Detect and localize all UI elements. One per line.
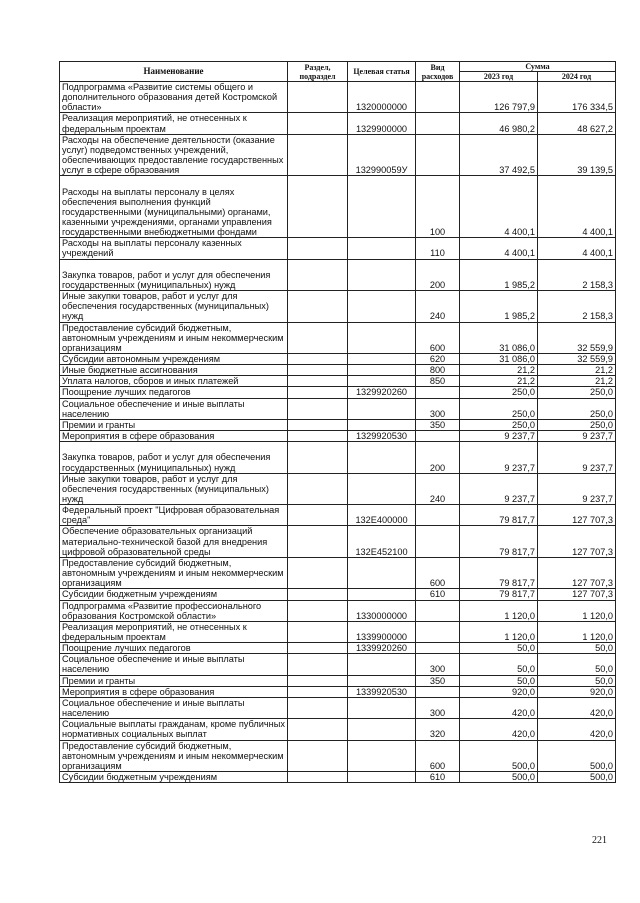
row-type: 350 — [416, 675, 460, 686]
row-sum-2024: 21,2 — [538, 376, 616, 387]
row-name: Расходы на обеспечение деятельности (оказание услуг) подведомственных учреждений, обеспечивающих предоставление государственных услуг в сфере образования — [60, 134, 288, 176]
row-name: Иные закупки товаров, работ и услуг для обеспечения государственных (муниципальных) нужд — [60, 291, 288, 322]
row-sum-2024: 420,0 — [538, 697, 616, 718]
row-name: Федеральный проект "Цифровая образовательная среда" — [60, 505, 288, 526]
table-row — [60, 686, 616, 697]
row-section — [288, 82, 348, 113]
row-sum-2023: 79 817,7 — [460, 589, 538, 600]
row-type: 240 — [416, 473, 460, 504]
row-target: 1329920530 — [348, 431, 416, 442]
row-target — [348, 473, 416, 504]
row-target — [348, 291, 416, 322]
row-target — [348, 419, 416, 430]
row-target — [348, 719, 416, 740]
row-section — [288, 643, 348, 654]
row-sum-2023: 4 400,1 — [460, 176, 538, 238]
row-name: Закупка товаров, работ и услуг для обеспечения государственных (муниципальных) нужд — [60, 259, 288, 290]
table-row — [60, 365, 616, 376]
table-row — [60, 526, 616, 557]
row-sum-2023: 21,2 — [460, 365, 538, 376]
row-target — [348, 365, 416, 376]
row-section — [288, 113, 348, 134]
row-sum-2024: 50,0 — [538, 675, 616, 686]
table-row — [60, 353, 616, 364]
header-year-2023: 2023 год — [460, 72, 538, 82]
row-section — [288, 675, 348, 686]
table-row — [60, 473, 616, 504]
table-row — [60, 134, 616, 176]
table-row — [60, 419, 616, 430]
row-section — [288, 365, 348, 376]
row-sum-2023: 37 492,5 — [460, 134, 538, 176]
table-row — [60, 589, 616, 600]
row-sum-2024: 420,0 — [538, 719, 616, 740]
row-name: Поощрение лучших педагогов — [60, 387, 288, 398]
row-name: Предоставление субсидий бюджетным, автономным учреждениям и иным некоммерческим организациям — [60, 322, 288, 353]
row-section — [288, 134, 348, 176]
row-section — [288, 431, 348, 442]
budget-table — [59, 61, 616, 783]
row-type — [416, 387, 460, 398]
row-sum-2023: 500,0 — [460, 740, 538, 771]
row-sum-2024: 48 627,2 — [538, 113, 616, 134]
row-target — [348, 740, 416, 771]
row-name: Поощрение лучших педагогов — [60, 643, 288, 654]
row-sum-2023: 21,2 — [460, 376, 538, 387]
row-sum-2024: 9 237,7 — [538, 473, 616, 504]
row-target: 132990059У — [348, 134, 416, 176]
row-type — [416, 505, 460, 526]
row-section — [288, 387, 348, 398]
row-sum-2023: 1 985,2 — [460, 291, 538, 322]
row-name: Иные бюджетные ассигнования — [60, 365, 288, 376]
table-row — [60, 176, 616, 238]
row-type: 200 — [416, 259, 460, 290]
row-name: Подпрограмма «Развитие системы общего и дополнительного образования детей Костромской области» — [60, 82, 288, 113]
row-name: Социальное обеспечение и иные выплаты населению — [60, 697, 288, 718]
row-name: Премии и гранты — [60, 675, 288, 686]
budget-table-sheet — [59, 61, 615, 783]
row-section — [288, 176, 348, 238]
row-section — [288, 772, 348, 783]
table-row — [60, 259, 616, 290]
row-sum-2023: 250,0 — [460, 398, 538, 419]
row-section — [288, 600, 348, 621]
row-type — [416, 526, 460, 557]
row-sum-2024: 1 120,0 — [538, 600, 616, 621]
row-section — [288, 557, 348, 588]
row-name: Мероприятия в сфере образования — [60, 431, 288, 442]
row-type: 610 — [416, 589, 460, 600]
row-section — [288, 654, 348, 675]
row-type — [416, 82, 460, 113]
row-section — [288, 291, 348, 322]
row-sum-2023: 250,0 — [460, 419, 538, 430]
row-target: 1329900000 — [348, 113, 416, 134]
row-sum-2024: 250,0 — [538, 387, 616, 398]
row-sum-2024: 2 158,3 — [538, 259, 616, 290]
row-type: 800 — [416, 365, 460, 376]
row-sum-2024: 500,0 — [538, 740, 616, 771]
row-target: 1339920530 — [348, 686, 416, 697]
row-name: Субсидии автономным учреждениям — [60, 353, 288, 364]
row-target — [348, 654, 416, 675]
row-section — [288, 238, 348, 259]
row-section — [288, 322, 348, 353]
row-sum-2023: 50,0 — [460, 643, 538, 654]
row-type — [416, 134, 460, 176]
row-sum-2024: 32 559,9 — [538, 322, 616, 353]
table-row — [60, 387, 616, 398]
header-name: Наименование — [60, 62, 288, 82]
row-sum-2024: 127 707,3 — [538, 526, 616, 557]
row-section — [288, 740, 348, 771]
row-sum-2024: 500,0 — [538, 772, 616, 783]
row-name: Предоставление субсидий бюджетным, автономным учреждениям и иным некоммерческим организациям — [60, 557, 288, 588]
row-type: 350 — [416, 419, 460, 430]
row-sum-2024: 39 139,5 — [538, 134, 616, 176]
row-sum-2023: 500,0 — [460, 772, 538, 783]
row-section — [288, 589, 348, 600]
row-name: Мероприятия в сфере образования — [60, 686, 288, 697]
table-row — [60, 82, 616, 113]
row-sum-2024: 250,0 — [538, 419, 616, 430]
row-name: Реализация мероприятий, не отнесенных к федеральным проектам — [60, 621, 288, 642]
row-sum-2023: 79 817,7 — [460, 505, 538, 526]
row-name: Социальные выплаты гражданам, кроме публичных нормативных социальных выплат — [60, 719, 288, 740]
row-sum-2023: 9 237,7 — [460, 442, 538, 473]
row-type: 620 — [416, 353, 460, 364]
row-sum-2023: 31 086,0 — [460, 322, 538, 353]
header-year-2024: 2024 год — [538, 72, 616, 82]
row-sum-2023: 9 237,7 — [460, 473, 538, 504]
row-type — [416, 113, 460, 134]
row-name: Субсидии бюджетным учреждениям — [60, 772, 288, 783]
row-section — [288, 473, 348, 504]
row-sum-2024: 32 559,9 — [538, 353, 616, 364]
row-name: Иные закупки товаров, работ и услуг для обеспечения государственных (муниципальных) нужд — [60, 473, 288, 504]
header-sum: Сумма — [460, 62, 616, 72]
row-name: Расходы на выплаты персоналу в целях обеспечения выполнения функций государственными (муниципальными) органами, казенными учреждениями, органами управления государственными внебюджетными фондами — [60, 176, 288, 238]
row-section — [288, 442, 348, 473]
table-row — [60, 643, 616, 654]
table-row — [60, 719, 616, 740]
row-type — [416, 643, 460, 654]
row-target: 1330000000 — [348, 600, 416, 621]
row-section — [288, 686, 348, 697]
row-section — [288, 719, 348, 740]
row-target — [348, 589, 416, 600]
row-sum-2023: 126 797,9 — [460, 82, 538, 113]
row-name: Расходы на выплаты персоналу казенных учреждений — [60, 238, 288, 259]
row-target — [348, 398, 416, 419]
row-section — [288, 697, 348, 718]
header-target: Целевая статья — [348, 62, 416, 82]
row-sum-2023: 920,0 — [460, 686, 538, 697]
table-row — [60, 505, 616, 526]
row-type — [416, 686, 460, 697]
row-sum-2024: 9 237,7 — [538, 431, 616, 442]
row-section — [288, 621, 348, 642]
row-sum-2023: 250,0 — [460, 387, 538, 398]
table-row — [60, 376, 616, 387]
row-type: 600 — [416, 740, 460, 771]
row-sum-2024: 4 400,1 — [538, 238, 616, 259]
row-type: 300 — [416, 398, 460, 419]
row-sum-2024: 9 237,7 — [538, 442, 616, 473]
row-sum-2024: 4 400,1 — [538, 176, 616, 238]
table-row — [60, 291, 616, 322]
row-target — [348, 557, 416, 588]
table-row — [60, 113, 616, 134]
row-sum-2024: 1 120,0 — [538, 621, 616, 642]
row-sum-2024: 176 334,5 — [538, 82, 616, 113]
header-section: Раздел, подраздел — [288, 62, 348, 82]
row-sum-2023: 79 817,7 — [460, 557, 538, 588]
table-row — [60, 442, 616, 473]
row-type — [416, 431, 460, 442]
header-type: Вид расходов — [416, 62, 460, 82]
row-name: Уплата налогов, сборов и иных платежей — [60, 376, 288, 387]
row-type: 320 — [416, 719, 460, 740]
row-type — [416, 600, 460, 621]
row-target — [348, 176, 416, 238]
table-row — [60, 621, 616, 642]
row-target — [348, 675, 416, 686]
row-sum-2023: 46 980,2 — [460, 113, 538, 134]
row-name: Подпрограмма «Развитие профессионального образования Костромской области» — [60, 600, 288, 621]
row-name: Субсидии бюджетным учреждениям — [60, 589, 288, 600]
row-name: Реализация мероприятий, не отнесенных к федеральным проектам — [60, 113, 288, 134]
table-row — [60, 740, 616, 771]
row-type — [416, 621, 460, 642]
row-sum-2023: 1 120,0 — [460, 600, 538, 621]
row-sum-2023: 31 086,0 — [460, 353, 538, 364]
row-target — [348, 772, 416, 783]
row-sum-2023: 50,0 — [460, 654, 538, 675]
row-name: Социальное обеспечение и иные выплаты населению — [60, 398, 288, 419]
row-sum-2023: 4 400,1 — [460, 238, 538, 259]
row-target — [348, 376, 416, 387]
row-sum-2023: 9 237,7 — [460, 431, 538, 442]
row-section — [288, 419, 348, 430]
row-sum-2024: 127 707,3 — [538, 557, 616, 588]
row-sum-2023: 79 817,7 — [460, 526, 538, 557]
row-section — [288, 353, 348, 364]
row-sum-2024: 127 707,3 — [538, 505, 616, 526]
row-type: 850 — [416, 376, 460, 387]
row-target: 132E452100 — [348, 526, 416, 557]
row-target: 132E400000 — [348, 505, 416, 526]
row-type: 100 — [416, 176, 460, 238]
row-section — [288, 376, 348, 387]
row-name: Премии и гранты — [60, 419, 288, 430]
row-sum-2024: 127 707,3 — [538, 589, 616, 600]
row-target: 1329920260 — [348, 387, 416, 398]
table-row — [60, 772, 616, 783]
row-sum-2024: 920,0 — [538, 686, 616, 697]
page-number: 221 — [592, 835, 607, 846]
row-section — [288, 259, 348, 290]
row-name: Закупка товаров, работ и услуг для обеспечения государственных (муниципальных) нужд — [60, 442, 288, 473]
row-type: 300 — [416, 654, 460, 675]
row-target: 1320000000 — [348, 82, 416, 113]
row-name: Предоставление субсидий бюджетным, автономным учреждениям и иным некоммерческим организациям — [60, 740, 288, 771]
row-section — [288, 526, 348, 557]
row-sum-2024: 21,2 — [538, 365, 616, 376]
row-sum-2024: 250,0 — [538, 398, 616, 419]
table-row — [60, 322, 616, 353]
row-target — [348, 322, 416, 353]
row-sum-2023: 1 120,0 — [460, 621, 538, 642]
table-row — [60, 697, 616, 718]
table-body — [60, 82, 616, 783]
row-target — [348, 259, 416, 290]
row-name: Социальное обеспечение и иные выплаты населению — [60, 654, 288, 675]
table-row — [60, 675, 616, 686]
row-type: 200 — [416, 442, 460, 473]
row-type: 600 — [416, 322, 460, 353]
row-target — [348, 697, 416, 718]
row-target — [348, 353, 416, 364]
row-section — [288, 505, 348, 526]
row-section — [288, 398, 348, 419]
table-row — [60, 238, 616, 259]
table-row — [60, 600, 616, 621]
row-type: 110 — [416, 238, 460, 259]
row-sum-2023: 1 985,2 — [460, 259, 538, 290]
table-row — [60, 431, 616, 442]
row-type: 610 — [416, 772, 460, 783]
row-target — [348, 238, 416, 259]
row-target: 1339900000 — [348, 621, 416, 642]
row-sum-2023: 50,0 — [460, 675, 538, 686]
table-row — [60, 398, 616, 419]
table-row — [60, 557, 616, 588]
row-type: 300 — [416, 697, 460, 718]
row-target: 1339920260 — [348, 643, 416, 654]
row-sum-2024: 50,0 — [538, 654, 616, 675]
row-target — [348, 442, 416, 473]
row-sum-2023: 420,0 — [460, 719, 538, 740]
row-type: 600 — [416, 557, 460, 588]
table-row — [60, 654, 616, 675]
row-sum-2023: 420,0 — [460, 697, 538, 718]
row-sum-2024: 50,0 — [538, 643, 616, 654]
row-type: 240 — [416, 291, 460, 322]
row-name: Обеспечение образовательных организаций материально-технической базой для внедрения цифровой образовательной среды — [60, 526, 288, 557]
row-sum-2024: 2 158,3 — [538, 291, 616, 322]
